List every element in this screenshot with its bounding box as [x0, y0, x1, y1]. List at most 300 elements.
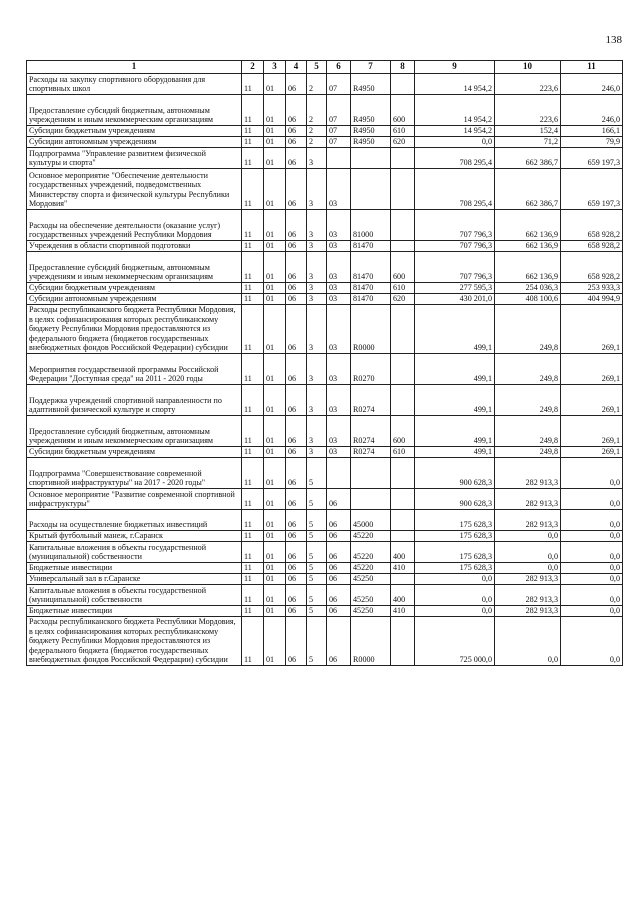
row-name: Крытый футбольный манеж, г.Саранск: [27, 530, 242, 541]
col-5-code: 3: [307, 252, 327, 283]
value-col-9: 175 628,3: [415, 509, 495, 530]
col-2-code: 11: [242, 74, 264, 95]
value-col-11: 0,0: [561, 488, 623, 509]
col-8-code: 400: [391, 541, 415, 562]
column-header: 5: [307, 61, 327, 74]
value-col-10: 662 136,9: [495, 241, 561, 252]
col-3-code: 01: [264, 573, 286, 584]
column-header: 3: [264, 61, 286, 74]
col-5-code: 3: [307, 384, 327, 415]
value-col-10: 71,2: [495, 137, 561, 148]
col-8-code: [391, 509, 415, 530]
col-2-code: 11: [242, 530, 264, 541]
value-col-11: 269,1: [561, 415, 623, 446]
col-4-code: 06: [286, 573, 307, 584]
table-row: [27, 530, 623, 541]
col-2-code: 11: [242, 210, 264, 241]
col-2-code: 11: [242, 573, 264, 584]
col-2-code: 11: [242, 137, 264, 148]
value-col-10: 662 136,9: [495, 210, 561, 241]
col-5-code: 3: [307, 241, 327, 252]
col-2-code: 11: [242, 252, 264, 283]
value-col-11: 0,0: [561, 509, 623, 530]
row-name: Капитальные вложения в объекты государственной (муниципальной) собственности: [27, 584, 242, 605]
col-3-code: 01: [264, 446, 286, 457]
value-col-9: 14 954,2: [415, 95, 495, 126]
col-6-code: [327, 457, 351, 488]
col-7-code: 45250: [351, 584, 391, 605]
col-6-code: 03: [327, 384, 351, 415]
col-6-code: 06: [327, 616, 351, 665]
col-5-code: 2: [307, 95, 327, 126]
col-7-code: 45220: [351, 541, 391, 562]
value-col-10: 249,8: [495, 353, 561, 384]
col-6-code: 07: [327, 95, 351, 126]
value-col-11: 404 994,9: [561, 294, 623, 305]
col-4-code: 06: [286, 252, 307, 283]
value-col-10: 662 136,9: [495, 252, 561, 283]
value-col-10: 249,8: [495, 415, 561, 446]
value-col-9: 175 628,3: [415, 541, 495, 562]
value-col-11: 166,1: [561, 126, 623, 137]
value-col-10: 152,4: [495, 126, 561, 137]
col-3-code: 01: [264, 169, 286, 210]
budget-table: [26, 60, 623, 666]
col-7-code: 81000: [351, 210, 391, 241]
value-col-11: 253 933,3: [561, 283, 623, 294]
table-row: [27, 126, 623, 137]
value-col-10: 249,8: [495, 384, 561, 415]
col-3-code: 01: [264, 605, 286, 616]
col-8-code: [391, 305, 415, 354]
col-2-code: 11: [242, 509, 264, 530]
value-col-9: 499,1: [415, 305, 495, 354]
col-2-code: 11: [242, 305, 264, 354]
col-3-code: 01: [264, 562, 286, 573]
value-col-10: 254 036,3: [495, 283, 561, 294]
col-2-code: 11: [242, 415, 264, 446]
table-row: [27, 137, 623, 148]
value-col-11: 0,0: [561, 616, 623, 665]
col-7-code: [351, 148, 391, 169]
value-col-9: 430 201,0: [415, 294, 495, 305]
col-5-code: 3: [307, 169, 327, 210]
col-2-code: 11: [242, 148, 264, 169]
table-row: [27, 169, 623, 210]
col-6-code: 03: [327, 252, 351, 283]
col-4-code: 06: [286, 126, 307, 137]
col-5-code: 5: [307, 541, 327, 562]
col-6-code: 06: [327, 562, 351, 573]
col-5-code: 3: [307, 210, 327, 241]
table-row: [27, 541, 623, 562]
table-row: [27, 488, 623, 509]
col-8-code: 600: [391, 95, 415, 126]
col-6-code: 06: [327, 573, 351, 584]
table-row: [27, 446, 623, 457]
value-col-9: 277 595,3: [415, 283, 495, 294]
page-number: 138: [605, 34, 622, 46]
value-col-10: 662 386,7: [495, 148, 561, 169]
header-row: [27, 61, 623, 74]
value-col-9: 900 628,3: [415, 488, 495, 509]
col-7-code: R0270: [351, 353, 391, 384]
value-col-11: 0,0: [561, 584, 623, 605]
row-name: Расходы республиканского бюджета Республики Мордовия, в целях софинансирования которых республиканскому бюджету Республики Мордовия предоставляются из федерального бюджета (бюджетов государственных внебюджетных фондов Российской Федерации) субсидии: [27, 305, 242, 354]
value-col-9: 0,0: [415, 137, 495, 148]
col-8-code: [391, 241, 415, 252]
col-5-code: 5: [307, 509, 327, 530]
table-row: [27, 509, 623, 530]
value-col-10: 249,8: [495, 446, 561, 457]
col-4-code: 06: [286, 305, 307, 354]
value-col-10: 282 913,3: [495, 457, 561, 488]
table-row: [27, 605, 623, 616]
value-col-11: 659 197,3: [561, 169, 623, 210]
col-7-code: 45000: [351, 509, 391, 530]
table-row: [27, 294, 623, 305]
row-name: Расходы на закупку спортивного оборудования для спортивных школ: [27, 74, 242, 95]
col-7-code: R4950: [351, 137, 391, 148]
col-5-code: 2: [307, 74, 327, 95]
value-col-9: 499,1: [415, 384, 495, 415]
col-8-code: [391, 457, 415, 488]
col-4-code: 06: [286, 148, 307, 169]
table-row: [27, 148, 623, 169]
column-header: 1: [27, 61, 242, 74]
col-3-code: 01: [264, 95, 286, 126]
value-col-10: 0,0: [495, 562, 561, 573]
value-col-10: 662 386,7: [495, 169, 561, 210]
row-name: Учреждения в области спортивной подготовки: [27, 241, 242, 252]
value-col-9: 499,1: [415, 446, 495, 457]
col-7-code: [351, 169, 391, 210]
value-col-10: 282 913,3: [495, 605, 561, 616]
value-col-11: 658 928,2: [561, 210, 623, 241]
value-col-10: 223,6: [495, 74, 561, 95]
col-7-code: 81470: [351, 241, 391, 252]
value-col-10: 223,6: [495, 95, 561, 126]
row-name: Расходы республиканского бюджета Республики Мордовия, в целях софинансирования которых республиканскому бюджету Республики Мордовия предоставляются из федерального бюджета (бюджетов государственных внебюджетных фондов Российской Федерации) субсидии: [27, 616, 242, 665]
col-6-code: 06: [327, 488, 351, 509]
col-4-code: 06: [286, 384, 307, 415]
value-col-10: 282 913,3: [495, 509, 561, 530]
value-col-11: 79,9: [561, 137, 623, 148]
value-col-11: 658 928,2: [561, 241, 623, 252]
value-col-9: 499,1: [415, 353, 495, 384]
col-8-code: 410: [391, 562, 415, 573]
col-6-code: 07: [327, 126, 351, 137]
value-col-11: 659 197,3: [561, 148, 623, 169]
col-3-code: 01: [264, 283, 286, 294]
value-col-9: 14 954,2: [415, 74, 495, 95]
col-4-code: 06: [286, 353, 307, 384]
col-6-code: 03: [327, 446, 351, 457]
col-2-code: 11: [242, 488, 264, 509]
value-col-9: 900 628,3: [415, 457, 495, 488]
col-4-code: 06: [286, 605, 307, 616]
col-8-code: 610: [391, 283, 415, 294]
col-8-code: 620: [391, 294, 415, 305]
col-6-code: 03: [327, 169, 351, 210]
value-col-9: 708 295,4: [415, 169, 495, 210]
value-col-9: 707 796,3: [415, 252, 495, 283]
value-col-11: 0,0: [561, 530, 623, 541]
col-5-code: 5: [307, 562, 327, 573]
value-col-11: 246,0: [561, 95, 623, 126]
col-4-code: 06: [286, 210, 307, 241]
table-row: [27, 457, 623, 488]
col-8-code: [391, 148, 415, 169]
col-4-code: 06: [286, 241, 307, 252]
col-7-code: [351, 488, 391, 509]
col-4-code: 06: [286, 95, 307, 126]
col-5-code: 3: [307, 415, 327, 446]
col-3-code: 01: [264, 616, 286, 665]
table-row: [27, 95, 623, 126]
col-4-code: 06: [286, 457, 307, 488]
col-8-code: [391, 616, 415, 665]
col-3-code: 01: [264, 353, 286, 384]
col-6-code: 03: [327, 305, 351, 354]
col-4-code: 06: [286, 446, 307, 457]
value-col-10: 249,8: [495, 305, 561, 354]
col-5-code: 5: [307, 457, 327, 488]
col-4-code: 06: [286, 415, 307, 446]
col-3-code: 01: [264, 488, 286, 509]
col-7-code: 45220: [351, 562, 391, 573]
col-3-code: 01: [264, 457, 286, 488]
col-4-code: 06: [286, 541, 307, 562]
col-3-code: 01: [264, 509, 286, 530]
col-2-code: 11: [242, 353, 264, 384]
col-6-code: 07: [327, 137, 351, 148]
col-8-code: [391, 530, 415, 541]
col-7-code: 45250: [351, 605, 391, 616]
table-row: [27, 283, 623, 294]
col-8-code: 620: [391, 137, 415, 148]
col-6-code: 03: [327, 294, 351, 305]
col-3-code: 01: [264, 252, 286, 283]
value-col-11: 269,1: [561, 446, 623, 457]
row-name: Субсидии бюджетным учреждениям: [27, 283, 242, 294]
col-7-code: R4950: [351, 126, 391, 137]
value-col-9: 175 628,3: [415, 562, 495, 573]
value-col-11: 269,1: [561, 384, 623, 415]
col-7-code: R0000: [351, 305, 391, 354]
col-7-code: 45250: [351, 573, 391, 584]
col-6-code: 07: [327, 74, 351, 95]
col-4-code: 06: [286, 294, 307, 305]
col-7-code: R0000: [351, 616, 391, 665]
col-4-code: 06: [286, 74, 307, 95]
col-3-code: 01: [264, 584, 286, 605]
col-2-code: 11: [242, 446, 264, 457]
column-header: 6: [327, 61, 351, 74]
column-header: 7: [351, 61, 391, 74]
col-8-code: [391, 384, 415, 415]
col-7-code: [351, 457, 391, 488]
value-col-10: 408 100,6: [495, 294, 561, 305]
col-7-code: 81470: [351, 252, 391, 283]
row-name: Основное мероприятие "Обеспечение деятельности государственных учреждений, подведомственных Министерству спорта и физической культуры Республики Мордовия": [27, 169, 242, 210]
row-name: Капитальные вложения в объекты государственной (муниципальной) собственности: [27, 541, 242, 562]
col-8-code: [391, 74, 415, 95]
value-col-11: 246,0: [561, 74, 623, 95]
col-8-code: 410: [391, 605, 415, 616]
col-3-code: 01: [264, 530, 286, 541]
value-col-9: 707 796,3: [415, 210, 495, 241]
col-3-code: 01: [264, 74, 286, 95]
table-row: [27, 353, 623, 384]
col-3-code: 01: [264, 384, 286, 415]
col-5-code: 2: [307, 137, 327, 148]
table-row: [27, 305, 623, 354]
col-3-code: 01: [264, 210, 286, 241]
col-5-code: 3: [307, 148, 327, 169]
col-5-code: 3: [307, 305, 327, 354]
col-2-code: 11: [242, 562, 264, 573]
col-2-code: 11: [242, 126, 264, 137]
column-header: 11: [561, 61, 623, 74]
col-3-code: 01: [264, 126, 286, 137]
value-col-9: 499,1: [415, 415, 495, 446]
value-col-10: 0,0: [495, 530, 561, 541]
value-col-9: 0,0: [415, 584, 495, 605]
col-7-code: R0274: [351, 384, 391, 415]
col-4-code: 06: [286, 616, 307, 665]
value-col-11: 269,1: [561, 305, 623, 354]
table-row: [27, 573, 623, 584]
value-col-11: 0,0: [561, 605, 623, 616]
column-header: 9: [415, 61, 495, 74]
row-name: Субсидии автономным учреждениям: [27, 137, 242, 148]
row-name: Мероприятия государственной программы Российской Федерации "Доступная среда" на 2011 - 2020 годы: [27, 353, 242, 384]
value-col-10: 282 913,3: [495, 584, 561, 605]
row-name: Бюджетные инвестиции: [27, 562, 242, 573]
table-body: [27, 74, 623, 666]
col-4-code: 06: [286, 488, 307, 509]
row-name: Расходы на осуществление бюджетных инвестиций: [27, 509, 242, 530]
col-5-code: 5: [307, 573, 327, 584]
column-header: 8: [391, 61, 415, 74]
col-8-code: 610: [391, 446, 415, 457]
col-5-code: 5: [307, 584, 327, 605]
row-name: Универсальный зал в г.Саранске: [27, 573, 242, 584]
value-col-9: 14 954,2: [415, 126, 495, 137]
col-3-code: 01: [264, 541, 286, 562]
table-row: [27, 241, 623, 252]
value-col-10: 282 913,3: [495, 488, 561, 509]
value-col-11: 0,0: [561, 541, 623, 562]
col-8-code: [391, 169, 415, 210]
col-5-code: 5: [307, 605, 327, 616]
value-col-9: 708 295,4: [415, 148, 495, 169]
col-2-code: 11: [242, 294, 264, 305]
table-row: [27, 616, 623, 665]
col-6-code: 03: [327, 283, 351, 294]
value-col-9: 0,0: [415, 573, 495, 584]
value-col-11: 658 928,2: [561, 252, 623, 283]
value-col-9: 175 628,3: [415, 530, 495, 541]
col-2-code: 11: [242, 605, 264, 616]
col-2-code: 11: [242, 616, 264, 665]
col-7-code: R0274: [351, 446, 391, 457]
row-name: Предоставление субсидий бюджетным, автономным учреждениям и иным некоммерческим организациям: [27, 415, 242, 446]
column-header: 2: [242, 61, 264, 74]
col-2-code: 11: [242, 584, 264, 605]
col-4-code: 06: [286, 530, 307, 541]
row-name: Подпрограмма "Управление развитием физической культуры и спорта": [27, 148, 242, 169]
col-2-code: 11: [242, 457, 264, 488]
col-7-code: R0274: [351, 415, 391, 446]
col-7-code: R4950: [351, 95, 391, 126]
row-name: Бюджетные инвестиции: [27, 605, 242, 616]
col-2-code: 11: [242, 283, 264, 294]
col-4-code: 06: [286, 137, 307, 148]
value-col-9: 707 796,3: [415, 241, 495, 252]
row-name: Субсидии бюджетным учреждениям: [27, 126, 242, 137]
col-6-code: 03: [327, 241, 351, 252]
value-col-9: 0,0: [415, 605, 495, 616]
table-row: [27, 384, 623, 415]
col-6-code: 06: [327, 584, 351, 605]
col-8-code: 600: [391, 415, 415, 446]
col-3-code: 01: [264, 241, 286, 252]
col-7-code: 81470: [351, 294, 391, 305]
col-5-code: 3: [307, 353, 327, 384]
col-6-code: 06: [327, 530, 351, 541]
value-col-11: 0,0: [561, 457, 623, 488]
table-row: [27, 74, 623, 95]
row-name: Подпрограмма "Совершенствование современной спортивной инфраструктуры" на 2017 - 2020 годы": [27, 457, 242, 488]
col-4-code: 06: [286, 562, 307, 573]
col-6-code: [327, 148, 351, 169]
col-3-code: 01: [264, 137, 286, 148]
col-6-code: 03: [327, 210, 351, 241]
col-6-code: 06: [327, 509, 351, 530]
column-header: 10: [495, 61, 561, 74]
col-8-code: [391, 573, 415, 584]
col-2-code: 11: [242, 541, 264, 562]
row-name: Поддержка учреждений спортивной направленности по адаптивной физической культуре и спорту: [27, 384, 242, 415]
col-6-code: 03: [327, 415, 351, 446]
col-3-code: 01: [264, 148, 286, 169]
col-5-code: 5: [307, 530, 327, 541]
table-row: [27, 210, 623, 241]
col-5-code: 5: [307, 488, 327, 509]
col-8-code: [391, 353, 415, 384]
col-6-code: 03: [327, 353, 351, 384]
col-8-code: [391, 210, 415, 241]
col-6-code: 06: [327, 605, 351, 616]
col-8-code: 600: [391, 252, 415, 283]
row-name: Предоставление субсидий бюджетным, автономным учреждениям и иным некоммерческим организациям: [27, 95, 242, 126]
row-name: Расходы на обеспечение деятельности (оказание услуг) государственных учреждений Республики Мордовия: [27, 210, 242, 241]
col-8-code: [391, 488, 415, 509]
col-5-code: 2: [307, 126, 327, 137]
col-5-code: 5: [307, 616, 327, 665]
table-row: [27, 562, 623, 573]
value-col-11: 0,0: [561, 562, 623, 573]
col-2-code: 11: [242, 95, 264, 126]
col-2-code: 11: [242, 384, 264, 415]
row-name: Предоставление субсидий бюджетным, автономным учреждениям и иным некоммерческим организациям: [27, 252, 242, 283]
col-4-code: 06: [286, 169, 307, 210]
col-5-code: 3: [307, 283, 327, 294]
col-2-code: 11: [242, 241, 264, 252]
col-7-code: R4950: [351, 74, 391, 95]
